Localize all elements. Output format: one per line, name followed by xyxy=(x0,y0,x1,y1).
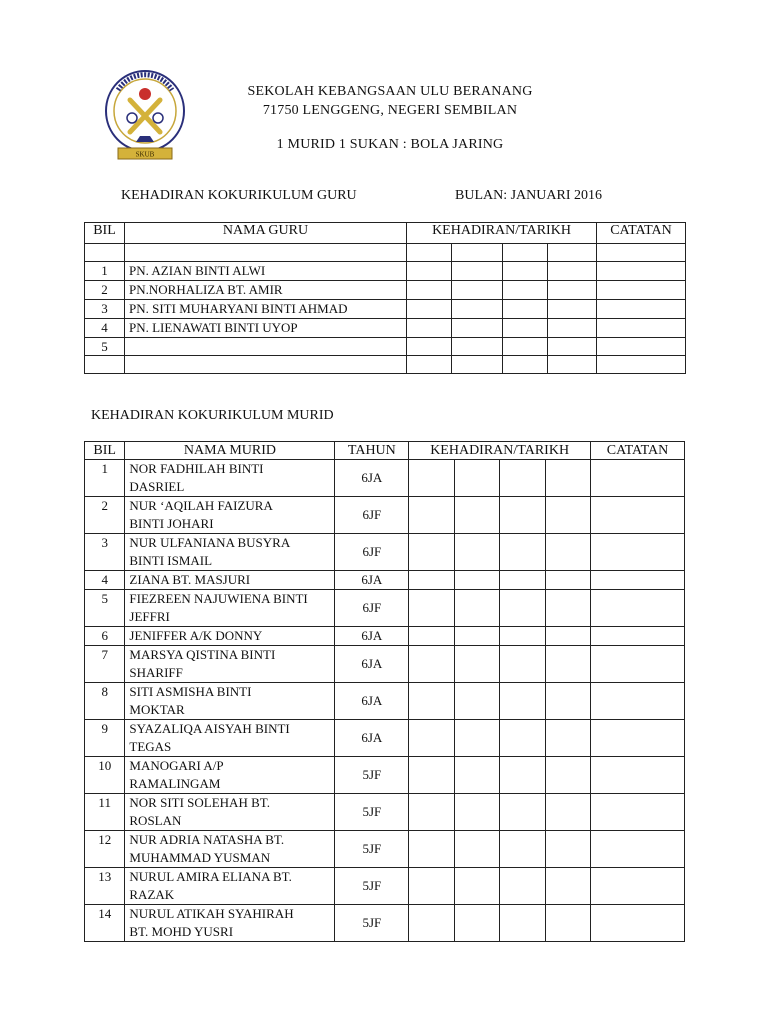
teacher-name: PN. LIENAWATI BINTI UYOP xyxy=(125,319,407,338)
attendance-cell xyxy=(545,831,590,868)
attendance-cell xyxy=(500,534,545,571)
notes-cell xyxy=(591,571,685,590)
attendance-cell xyxy=(452,262,503,281)
name-header: NAMA GURU xyxy=(125,223,407,244)
student-name xyxy=(125,868,335,905)
month-label: BULAN: JANUARI 2016 xyxy=(455,188,602,203)
student-attendance-table xyxy=(84,441,685,942)
student-name-line: NURUL ATIKAH SYAHIRAH xyxy=(129,906,294,921)
notes-header: CATATAN xyxy=(591,442,685,460)
student-name xyxy=(125,460,335,497)
attendance-cell xyxy=(454,590,499,627)
table-row xyxy=(85,300,686,319)
attendance-cell xyxy=(545,534,590,571)
attendance-cell xyxy=(545,497,590,534)
attendance-cell xyxy=(548,281,597,300)
attendance-cell xyxy=(545,683,590,720)
attendance-header: KEHADIRAN/TARIKH xyxy=(407,223,597,244)
row-number: 1 xyxy=(85,262,125,281)
attendance-cell xyxy=(409,460,454,497)
student-name xyxy=(125,590,335,627)
table-row xyxy=(85,460,685,497)
student-year: 5JF xyxy=(335,757,409,794)
attendance-cell xyxy=(503,262,548,281)
attendance-cell xyxy=(545,571,590,590)
student-year: 6JF xyxy=(335,534,409,571)
notes-cell xyxy=(597,338,686,356)
school-address: 71750 LENGGENG, NEGERI SEMBILAN xyxy=(262,103,518,118)
attendance-cell xyxy=(454,534,499,571)
row-number: 2 xyxy=(85,281,125,300)
notes-cell xyxy=(591,590,685,627)
attendance-cell xyxy=(545,757,590,794)
table-row xyxy=(85,338,686,356)
attendance-cell xyxy=(409,571,454,590)
row-number: 8 xyxy=(85,683,125,720)
student-name-line: SYAZALIQA AISYAH BINTI xyxy=(129,721,290,736)
student-name-line: RAZAK xyxy=(129,887,175,902)
attendance-cell xyxy=(545,868,590,905)
table-row xyxy=(85,356,686,374)
row-number: 12 xyxy=(85,831,125,868)
attendance-cell xyxy=(409,905,454,942)
attendance-cell xyxy=(454,497,499,534)
student-name-line: BINTI ISMAIL xyxy=(129,553,213,568)
student-year: 6JF xyxy=(335,590,409,627)
student-name xyxy=(125,646,335,683)
table-row xyxy=(85,868,685,905)
student-name xyxy=(125,497,335,534)
attendance-cell xyxy=(500,460,545,497)
attendance-cell xyxy=(409,683,454,720)
attendance-cell xyxy=(454,757,499,794)
teacher-name: PN. SITI MUHARYANI BINTI AHMAD xyxy=(125,300,407,319)
student-year: 6JA xyxy=(335,571,409,590)
student-name-line: NOR FADHILAH BINTI xyxy=(129,461,264,476)
row-number: 2 xyxy=(85,497,125,534)
attendance-cell xyxy=(500,590,545,627)
attendance-cell xyxy=(409,534,454,571)
row-number: 4 xyxy=(85,571,125,590)
attendance-cell xyxy=(545,905,590,942)
attendance-cell xyxy=(452,319,503,338)
notes-cell xyxy=(597,300,686,319)
notes-cell xyxy=(591,460,685,497)
student-name-line: NUR ‘AQILAH FAIZURA xyxy=(129,498,273,513)
attendance-cell xyxy=(545,720,590,757)
name-header: NAMA MURID xyxy=(125,442,335,460)
notes-cell xyxy=(591,627,685,646)
student-name-line: DASRIEL xyxy=(129,479,185,494)
student-name-line: SITI ASMISHA BINTI xyxy=(129,684,252,699)
student-name xyxy=(125,534,335,571)
notes-cell xyxy=(591,646,685,683)
teacher-name xyxy=(125,338,407,356)
attendance-cell xyxy=(407,356,452,374)
row-number: 9 xyxy=(85,720,125,757)
attendance-cell xyxy=(500,831,545,868)
attendance-cell xyxy=(452,281,503,300)
student-name-line: MUHAMMAD YUSMAN xyxy=(129,850,271,865)
student-name-line: NUR ULFANIANA BUSYRA xyxy=(129,535,291,550)
table-row xyxy=(85,571,685,590)
teacher-attendance-table xyxy=(84,222,686,374)
student-name-line: BT. MOHD YUSRI xyxy=(129,924,234,939)
notes-cell xyxy=(597,319,686,338)
attendance-cell xyxy=(454,794,499,831)
table-row xyxy=(85,262,686,281)
attendance-cell xyxy=(407,338,452,356)
attendance-cell xyxy=(548,319,597,338)
attendance-cell xyxy=(500,794,545,831)
notes-cell xyxy=(597,262,686,281)
attendance-cell xyxy=(409,497,454,534)
attendance-cell xyxy=(454,905,499,942)
attendance-cell xyxy=(545,590,590,627)
row-number: 3 xyxy=(85,300,125,319)
attendance-cell xyxy=(500,646,545,683)
notes-cell xyxy=(591,757,685,794)
student-name-line: MARSYA QISTINA BINTI xyxy=(129,647,276,662)
student-name-line: MOKTAR xyxy=(129,702,185,717)
attendance-cell xyxy=(548,356,597,374)
attendance-cell xyxy=(503,300,548,319)
attendance-cell xyxy=(409,868,454,905)
teacher-name: PN. AZIAN BINTI ALWI xyxy=(125,262,407,281)
attendance-cell xyxy=(454,868,499,905)
table-row xyxy=(85,757,685,794)
notes-header: CATATAN xyxy=(597,223,686,244)
table-row xyxy=(85,319,686,338)
row-number: 3 xyxy=(85,534,125,571)
table-row xyxy=(85,627,685,646)
attendance-cell xyxy=(409,720,454,757)
student-name-line: BINTI JOHARI xyxy=(129,516,214,531)
table-header-row xyxy=(85,223,686,244)
teacher-section-title: KEHADIRAN KOKURIKULUM GURU xyxy=(121,188,357,203)
student-year: 6JA xyxy=(335,460,409,497)
program-title: 1 MURID 1 SUKAN : BOLA JARING xyxy=(276,137,504,152)
student-name-line: SHARIFF xyxy=(129,665,183,680)
student-name xyxy=(125,571,335,590)
attendance-cell xyxy=(454,571,499,590)
student-name-line: TEGAS xyxy=(129,739,172,754)
student-section-title: KEHADIRAN KOKURIKULUM MURID xyxy=(91,408,334,423)
attendance-cell xyxy=(545,460,590,497)
notes-cell xyxy=(591,831,685,868)
attendance-cell xyxy=(500,868,545,905)
student-name-line: MANOGARI A/P xyxy=(129,758,224,773)
student-name xyxy=(125,757,335,794)
attendance-cell xyxy=(407,262,452,281)
row-number: 10 xyxy=(85,757,125,794)
student-year: 6JA xyxy=(335,646,409,683)
row-number: 6 xyxy=(85,627,125,646)
notes-cell xyxy=(591,534,685,571)
student-name-line: NURUL AMIRA ELIANA BT. xyxy=(129,869,292,884)
row-number: 5 xyxy=(85,338,125,356)
attendance-cell xyxy=(454,831,499,868)
row-number: 11 xyxy=(85,794,125,831)
attendance-cell xyxy=(500,627,545,646)
attendance-header: KEHADIRAN/TARIKH xyxy=(409,442,591,460)
student-name-line: FIEZREEN NAJUWIENA BINTI xyxy=(129,591,308,606)
row-number: 4 xyxy=(85,319,125,338)
attendance-cell xyxy=(454,646,499,683)
student-year: 6JF xyxy=(335,497,409,534)
attendance-cell xyxy=(500,683,545,720)
attendance-cell xyxy=(454,627,499,646)
student-name-line: JENIFFER A/K DONNY xyxy=(129,628,263,643)
notes-cell xyxy=(591,905,685,942)
student-year: 5JF xyxy=(335,831,409,868)
student-name xyxy=(125,683,335,720)
student-name-line: JEFFRI xyxy=(129,609,170,624)
table-row xyxy=(85,534,685,571)
notes-cell xyxy=(591,868,685,905)
student-name-line: NOR SITI SOLEHAH BT. xyxy=(129,795,270,810)
attendance-cell xyxy=(407,281,452,300)
student-year: 5JF xyxy=(335,905,409,942)
notes-cell xyxy=(591,794,685,831)
student-year: 6JA xyxy=(335,720,409,757)
table-row xyxy=(85,831,685,868)
attendance-cell xyxy=(503,356,548,374)
row-number: 1 xyxy=(85,460,125,497)
attendance-cell xyxy=(500,905,545,942)
table-row xyxy=(85,590,685,627)
student-name xyxy=(125,831,335,868)
notes-cell xyxy=(591,720,685,757)
attendance-cell xyxy=(545,646,590,683)
student-name xyxy=(125,794,335,831)
table-header-row xyxy=(85,442,685,460)
table-row xyxy=(85,905,685,942)
svg-text:SKUB: SKUB xyxy=(135,150,155,159)
table-row xyxy=(85,683,685,720)
attendance-cell xyxy=(452,300,503,319)
attendance-cell xyxy=(454,683,499,720)
notes-cell xyxy=(597,281,686,300)
attendance-cell xyxy=(545,627,590,646)
attendance-cell xyxy=(500,571,545,590)
student-year: 5JF xyxy=(335,794,409,831)
school-name: SEKOLAH KEBANGSAAN ULU BERANANG xyxy=(247,84,533,99)
year-header: TAHUN xyxy=(335,442,409,460)
row-number: 5 xyxy=(85,590,125,627)
attendance-cell xyxy=(409,794,454,831)
table-row xyxy=(85,244,686,262)
student-year: 5JF xyxy=(335,868,409,905)
attendance-cell xyxy=(409,590,454,627)
student-name-line: RAMALINGAM xyxy=(129,776,221,791)
attendance-cell xyxy=(503,281,548,300)
notes-cell xyxy=(597,356,686,374)
row-number: 13 xyxy=(85,868,125,905)
row-number: 14 xyxy=(85,905,125,942)
attendance-cell xyxy=(500,720,545,757)
teacher-name: PN.NORHALIZA BT. AMIR xyxy=(125,281,407,300)
attendance-cell xyxy=(454,460,499,497)
notes-cell xyxy=(591,497,685,534)
attendance-cell xyxy=(407,300,452,319)
student-name xyxy=(125,720,335,757)
bil-header: BIL xyxy=(85,442,125,460)
table-row xyxy=(85,720,685,757)
attendance-cell xyxy=(500,757,545,794)
table-row xyxy=(85,794,685,831)
attendance-cell xyxy=(548,338,597,356)
attendance-cell xyxy=(409,627,454,646)
attendance-cell xyxy=(409,757,454,794)
row-number xyxy=(85,356,125,374)
attendance-cell xyxy=(545,794,590,831)
student-year: 6JA xyxy=(335,683,409,720)
student-name xyxy=(125,905,335,942)
table-row xyxy=(85,497,685,534)
table-row xyxy=(85,646,685,683)
bil-header: BIL xyxy=(85,223,125,244)
attendance-cell xyxy=(452,338,503,356)
attendance-cell xyxy=(452,356,503,374)
attendance-cell xyxy=(409,831,454,868)
student-year: 6JA xyxy=(335,627,409,646)
teacher-name xyxy=(125,356,407,374)
student-name-line: ZIANA BT. MASJURI xyxy=(129,572,251,587)
student-name xyxy=(125,627,335,646)
attendance-cell xyxy=(407,319,452,338)
table-row xyxy=(85,281,686,300)
attendance-cell xyxy=(548,300,597,319)
attendance-cell xyxy=(454,720,499,757)
attendance-cell xyxy=(503,319,548,338)
notes-cell xyxy=(591,683,685,720)
attendance-cell xyxy=(548,262,597,281)
row-number: 7 xyxy=(85,646,125,683)
attendance-cell xyxy=(503,338,548,356)
attendance-cell xyxy=(500,497,545,534)
student-name-line: ROSLAN xyxy=(129,813,182,828)
attendance-cell xyxy=(409,646,454,683)
student-name-line: NUR ADRIA NATASHA BT. xyxy=(129,832,285,847)
